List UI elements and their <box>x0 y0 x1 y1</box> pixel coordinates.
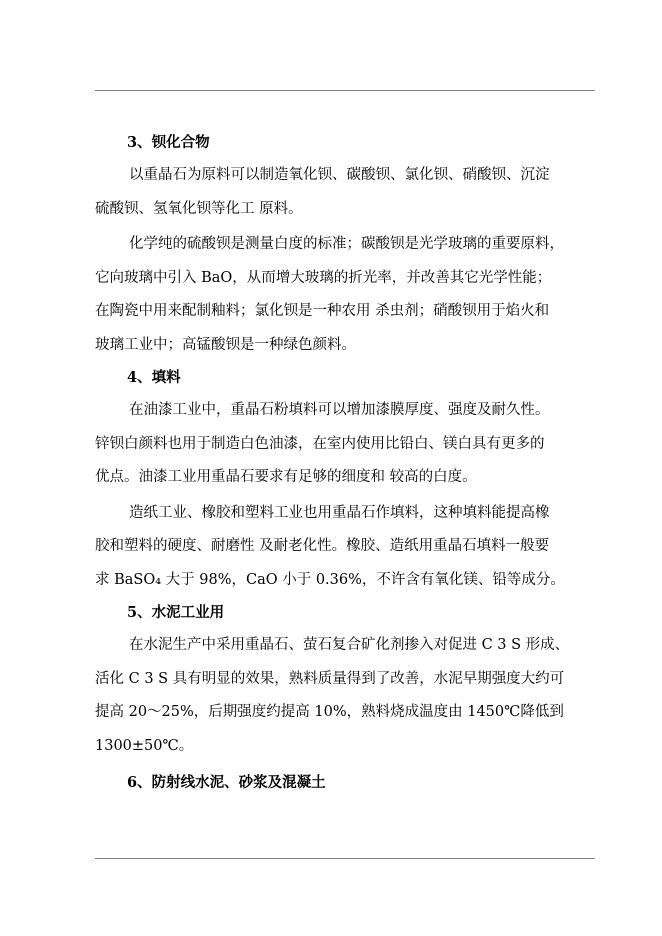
text-line: 造纸工业、橡胶和塑料工业也用重晶石作填料，这种填料能提高橡 <box>129 504 550 521</box>
text-line: 提高 20～25%，后期强度约提高 10%，熟料烧成温度由 1450℃降低到 <box>95 704 564 720</box>
paragraph-cement-mineralizer <box>95 629 595 763</box>
text-line: 硫酸钡、氢氧化钡等化工 原料。 <box>95 200 303 217</box>
paragraph-paper-rubber-filler <box>95 497 595 598</box>
text-line: 在油漆工业中，重晶石粉填料可以增加漆膜厚度、强度及耐久性。 <box>129 402 550 418</box>
text-line: 以重晶石为原料可以制造氧化钡、碳酸钡、氯化钡、硝酸钡、沉淀 <box>129 167 550 183</box>
section-heading-filler: 4、填料 <box>127 369 181 386</box>
section-heading-barium-compounds: 3、钡化合物 <box>127 134 210 151</box>
text-line: 1300±50℃。 <box>95 737 194 754</box>
text-line: 它向玻璃中引入 BaO，从而增大玻璃的折光率，并改善其它光学性能； <box>95 269 552 286</box>
text-line: 锌钡白颜料也用于制造白色油漆，在室内使用比铅白、镁白具有更多的 <box>95 435 545 452</box>
text-line: 活化 C 3 S 具有明显的效果，熟料质量得到了改善，水泥早期强度大约可 <box>95 670 565 687</box>
text-line: 胶和塑料的硬度、耐磨性 及耐老化性。橡胶、造纸用重晶石填料一般要 <box>95 538 550 554</box>
header-rule <box>95 90 595 91</box>
paragraph-barium-uses <box>95 228 595 362</box>
text-line: 在陶瓷中用来配制釉料；氯化钡是一种农用 杀虫剂；硝酸钡用于焰火和 <box>95 303 550 319</box>
text-line: 求 BaSO₄ 大于 98%，CaO 小于 0.36%，不许含有氧化镁、铅等成分。 <box>95 571 565 588</box>
paragraph-paint-filler <box>95 394 595 495</box>
section-heading-radiation-shielding: 6、防射线水泥、砂浆及混凝土 <box>127 774 326 791</box>
text-line: 在水泥生产中采用重晶石、萤石复合矿化剂掺入对促进 C 3 S 形成、 <box>129 637 570 653</box>
text-line: 化学纯的硫酸钡是测量白度的标准；碳酸钡是光学玻璃的重要原料， <box>129 236 564 252</box>
paragraph-barium-raw-materials <box>95 159 595 226</box>
document-body <box>95 127 595 799</box>
section-heading-cement-industry: 5、水泥工业用 <box>127 604 225 621</box>
footer-rule <box>95 858 595 859</box>
text-line: 玻璃工业中；高锰酸钡是一种绿色颜料。 <box>95 336 356 353</box>
text-line: 优点。油漆工业用重晶石要求有足够的细度和 较高的白度。 <box>95 469 477 485</box>
